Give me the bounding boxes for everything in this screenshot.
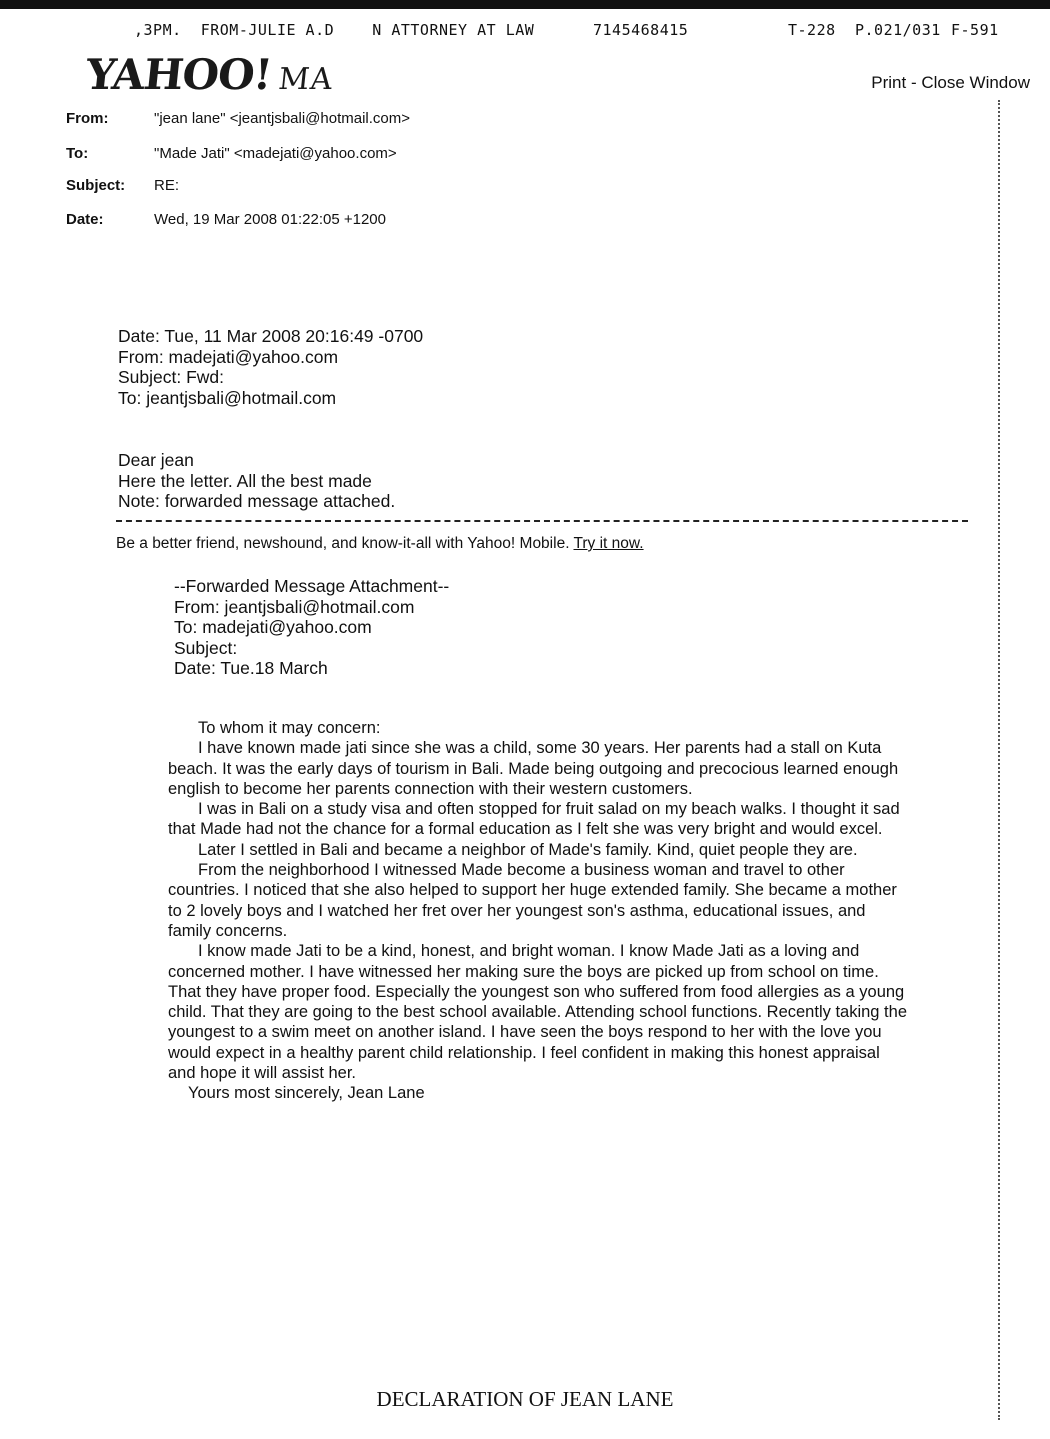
logo-text: YAHOO! <box>83 50 274 99</box>
yahoo-tagline <box>116 535 644 553</box>
subject-value: RE: <box>154 177 180 194</box>
forwarded-from: From: jeantjsbali@hotmail.com <box>174 596 415 617</box>
tagline-text: Be a better friend, newshound, and know-it-all with Yahoo! Mobile. <box>116 535 570 552</box>
to-value: "Made Jati" <madejati@yahoo.com> <box>154 145 397 162</box>
letter-paragraph: From the neighborhood I witnessed Made become a business woman and travel to other countries. I noticed that she also helped to support her huge extended family. She became a mother to 2 lovely boys and I watched her fret over her youngest son's asthma, educational issues, and family concerns. <box>168 861 897 940</box>
forwarded-date: Date: Tue.18 March <box>174 658 328 678</box>
letter-paragraph: I know made Jati to be a kind, honest, and bright woman. I know Made Jati as a loving and concerned mother. I have witnessed her making sure the boys are picked up from school on time. That they have proper food. Especially the youngest son who suffered from food allergies as a young child. That they are going to the best school available. Attending school functions. Recently taking the youngest to a swim meet on another island. I have seen the boys respond to her with the love you would expect in a healthy parent child relationship. I feel confident in making this honest appraisal and hope it will assist her. <box>168 942 907 1083</box>
margin-scan-mark <box>998 100 1002 1420</box>
fax-f-code: F-591 <box>951 21 999 39</box>
fax-header <box>0 21 1050 43</box>
letter-paragraph: I have known made jati since she was a child, some 30 years. Her parents had a stall on Kuta beach. It was the early days of tourism in Bali. Made being outgoing and precocious learned enough english to become her parents connection with their western customers. <box>168 739 899 798</box>
dashed-divider <box>116 520 968 522</box>
from-value: "jean lane" <jeantjsbali@hotmail.com> <box>154 110 411 127</box>
date-value: Wed, 19 Mar 2008 01:22:05 +1200 <box>154 211 386 228</box>
inner-subject: Subject: Fwd: <box>118 367 225 387</box>
fax-phone: 7145468415 <box>593 21 689 39</box>
logo-suffix: MA <box>276 62 335 97</box>
letter-closing: Yours most sincerely, Jean Lane <box>188 1084 425 1103</box>
date-label: Date: <box>66 211 104 228</box>
forwarded-subject: Subject: <box>174 637 238 658</box>
letter-paragraph: Later I settled in Bali and became a neighbor of Made's family. Kind, quiet people they are. <box>198 840 858 859</box>
close-window-link[interactable]: Close Window <box>921 73 1030 92</box>
letter-greeting: To whom it may concern: <box>198 719 381 737</box>
yahoo-mail-logo <box>83 50 336 99</box>
fax-top-bar <box>0 0 1050 9</box>
fax-page: P.021/031 <box>855 21 941 39</box>
declaration-title: DECLARATION OF JEAN LANE <box>376 1387 674 1411</box>
to-label: To: <box>66 145 89 162</box>
try-it-now-link[interactable]: Try it now. <box>573 535 644 552</box>
fax-sender-line: ,3PM. FROM-JULIE A.D N ATTORNEY AT LAW <box>134 21 535 39</box>
message-body <box>118 450 395 512</box>
message-line-2: Here the letter. All the best made <box>118 470 372 491</box>
subject-label: Subject: <box>66 177 126 194</box>
window-links <box>871 73 1030 93</box>
print-link[interactable]: Print <box>871 73 907 92</box>
inner-message-header <box>118 326 423 408</box>
letter-body <box>168 718 910 1104</box>
inner-from: From: madejati@yahoo.com <box>118 346 339 367</box>
inner-to: To: jeantjsbali@hotmail.com <box>118 387 337 408</box>
message-line-1: Dear jean <box>118 450 194 470</box>
message-line-3: Note: forwarded message attached. <box>118 491 396 511</box>
letter-paragraph: I was in Bali on a study visa and often stopped for fruit salad on my beach walks. I thought it sad that Made had not the chance for a formal education as I felt she was very bright and would excel. <box>168 800 900 839</box>
inner-date: Date: Tue, 11 Mar 2008 20:16:49 -0700 <box>118 326 424 346</box>
forwarded-title: --Forwarded Message Attachment-- <box>174 576 450 596</box>
forwarded-header <box>174 576 449 679</box>
fax-t-code: T-228 <box>788 21 836 39</box>
from-label: From: <box>66 110 109 127</box>
link-separator: - <box>906 73 922 92</box>
forwarded-to: To: madejati@yahoo.com <box>174 617 372 637</box>
